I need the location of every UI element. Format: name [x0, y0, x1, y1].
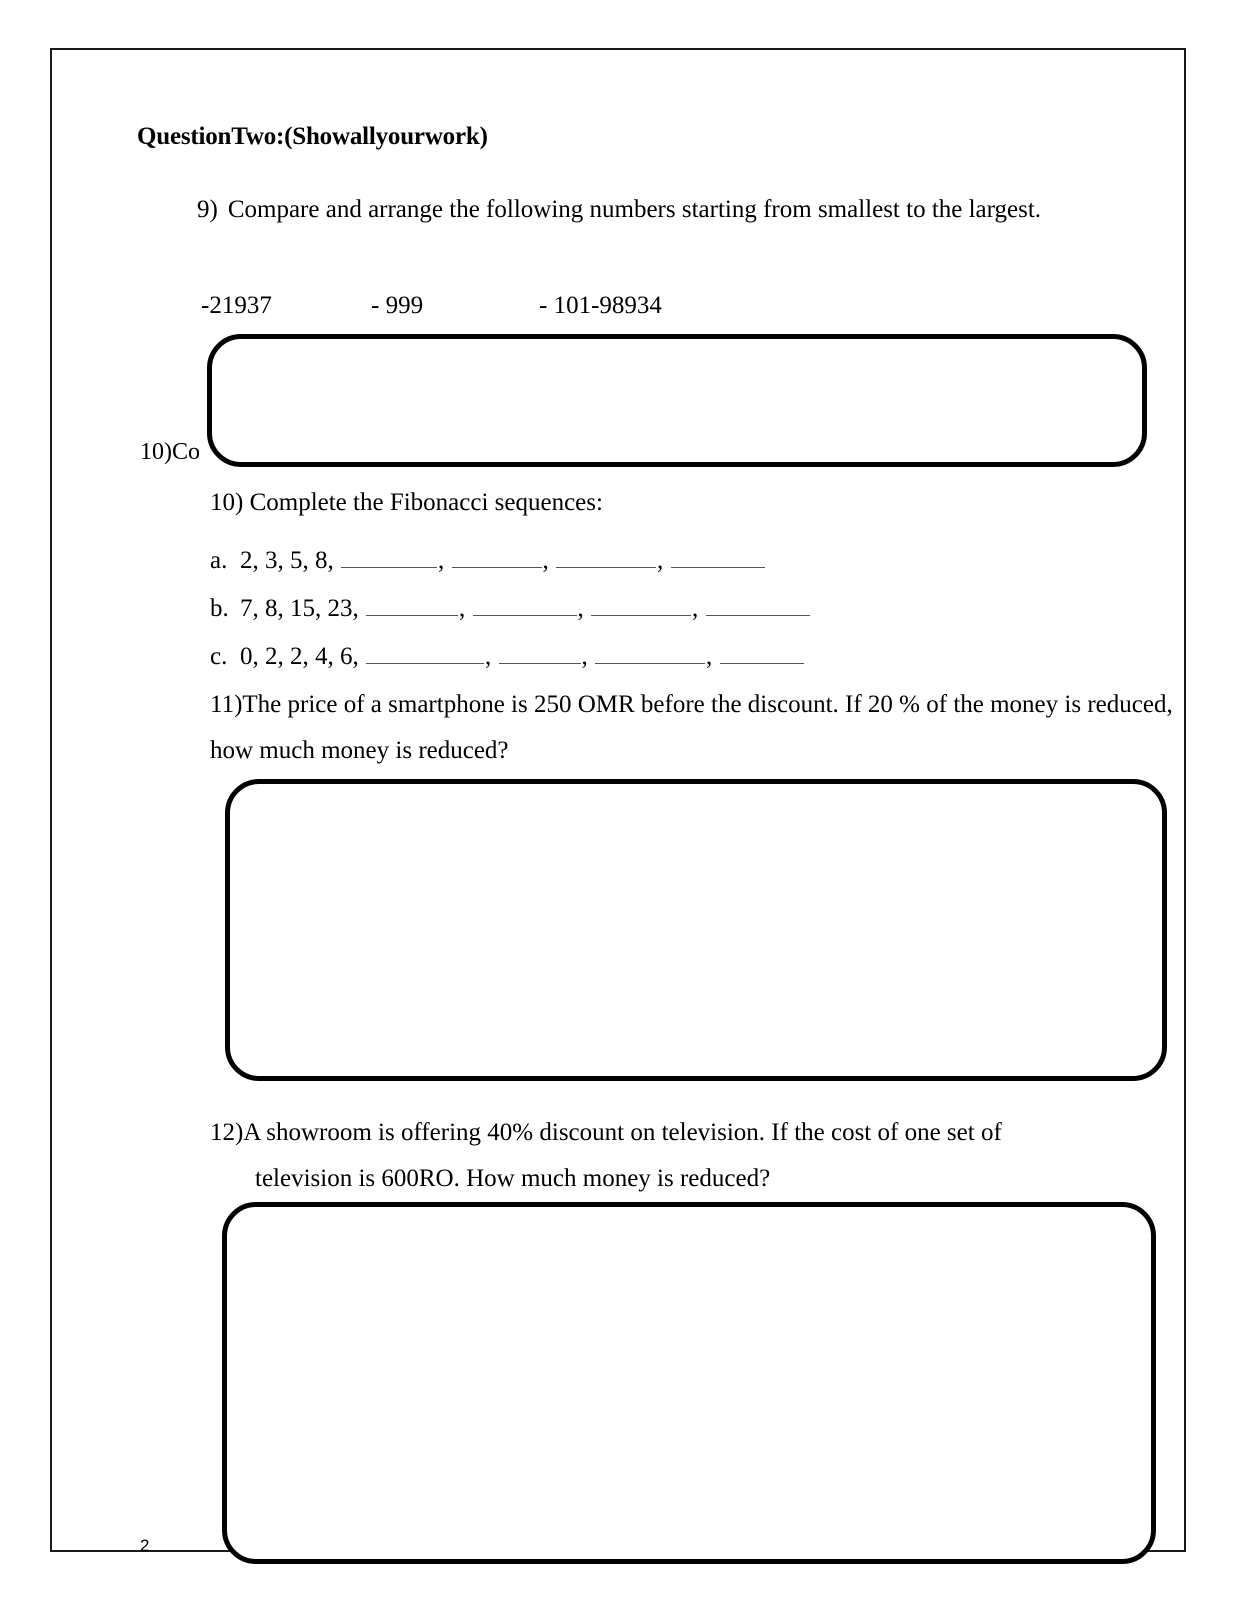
question-9-number: 9): [197, 196, 218, 223]
question-10-occluded-label: 10)Co: [140, 439, 200, 465]
fibonacci-blank-c1[interactable]: [366, 639, 484, 664]
fibonacci-sequence-b: 7, 8, 15, 23,: [240, 594, 359, 622]
question-12: [210, 1110, 1130, 1203]
fibonacci-blank-c3[interactable]: [595, 639, 705, 664]
fibonacci-item-c: c. 0, 2, 2, 4, 6, , , ,: [210, 639, 805, 671]
question-9-text: Compare and arrange the following numbers starting from smallest to the largest.: [227, 196, 1042, 223]
fibonacci-item-a: a. 2, 3, 5, 8, , , ,: [210, 543, 766, 575]
fibonacci-blank-c2[interactable]: [499, 639, 581, 664]
fibonacci-blank-b3[interactable]: [591, 591, 691, 616]
fibonacci-item-b: b. 7, 8, 15, 23, , , ,: [210, 591, 811, 623]
fibonacci-blank-a2[interactable]: [452, 543, 542, 568]
answer-box-question-12[interactable]: [222, 1202, 1156, 1564]
page-title: QuestionTwo:(Showallyourwork): [137, 123, 488, 150]
answer-box-question-9[interactable]: [207, 334, 1147, 467]
fibonacci-blank-c4[interactable]: [720, 639, 804, 664]
number-item-1: -21937: [201, 292, 272, 319]
fibonacci-blank-b2[interactable]: [473, 591, 577, 616]
number-item-3: - 101-98934: [539, 292, 662, 319]
page-number: 2: [140, 1536, 150, 1555]
question-10-title: 10) Complete the Fibonacci sequences:: [210, 489, 603, 516]
fibonacci-blank-a1[interactable]: [341, 543, 437, 568]
fibonacci-blank-a3[interactable]: [556, 543, 656, 568]
fibonacci-sequence-a: 2, 3, 5, 8,: [240, 546, 334, 574]
question-9: [172, 172, 1041, 247]
number-item-2: - 999: [371, 292, 424, 319]
fibonacci-blank-b4[interactable]: [706, 591, 810, 616]
fibonacci-blank-a4[interactable]: [671, 543, 765, 568]
fibonacci-blank-b1[interactable]: [366, 591, 458, 616]
question-11-text: 11)The price of a smartphone is 250 OMR before the discount. If 20 % of the money is reduced, how much money is reduced?: [210, 691, 1173, 765]
answer-box-question-11[interactable]: [225, 779, 1167, 1081]
fibonacci-marker-c: c.: [210, 642, 228, 670]
fibonacci-sequence-c: 0, 2, 2, 4, 6,: [240, 642, 359, 670]
worksheet-page: [50, 48, 1186, 1555]
fibonacci-marker-b: b.: [210, 594, 229, 622]
question-9-numbers: [176, 268, 662, 343]
fibonacci-marker-a: a.: [210, 546, 228, 574]
question-12-line-1: 12)A showroom is offering 40% discount on television. If the cost of one set of: [210, 1119, 1002, 1146]
question-12-line-2: television is 600RO. How much money is reduced?: [255, 1165, 771, 1193]
